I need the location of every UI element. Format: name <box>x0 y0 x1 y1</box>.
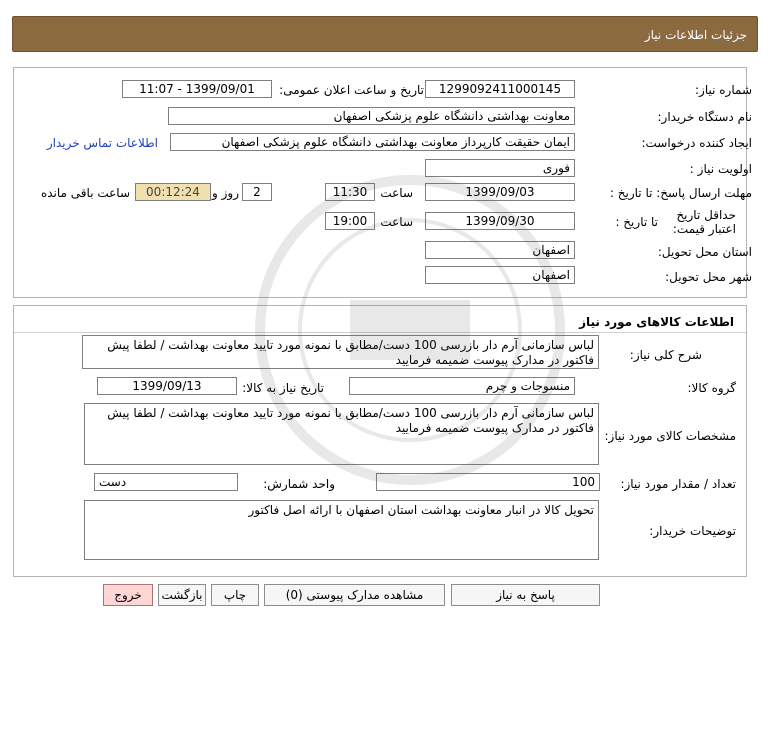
page-header <box>12 16 758 52</box>
buyer-notes-field: تحویل کالا در انبار معاونت بهداشت استان اصفهان با ارائه اصل فاکتور <box>84 500 599 560</box>
view-attachments-button[interactable]: مشاهده مدارک پیوستی (0) <box>264 584 445 606</box>
validity-time-label: ساعت <box>380 215 413 229</box>
unit-value: دست <box>99 475 127 489</box>
days-remaining-field: 2 <box>242 183 272 201</box>
need-date-label: تاریخ نیاز به کالا: <box>242 381 324 395</box>
city-field: اصفهان <box>425 266 575 284</box>
remaining-time-label: ساعت باقی مانده <box>40 186 130 200</box>
back-button[interactable]: بازگشت <box>158 584 206 606</box>
need-details-panel <box>13 67 747 298</box>
validity-date-field: 1399/09/30 <box>425 212 575 230</box>
summary-field: لباس سازمانی آرم دار بازرسی 100 دست/مطابق با نمونه مورد تایید معاونت بهداشت / لطفا پیش فاکتور در مدارک پیوست ضمیمه فرمایید <box>82 335 599 369</box>
quantity-label: تعداد / مقدار مورد نیاز: <box>620 477 736 491</box>
deadline-label: مهلت ارسال پاسخ: تا تاریخ : <box>609 186 752 200</box>
validity-until-label: تا تاریخ : <box>615 215 658 229</box>
days-label: روز و <box>212 186 239 200</box>
validity-label: حداقل تاریخ اعتبار قیمت: <box>672 208 736 236</box>
page-title: جزئیات اطلاعات نیاز <box>644 28 747 42</box>
need-number-field: 1299092411000145 <box>425 80 575 98</box>
print-button[interactable]: چاپ <box>211 584 259 606</box>
buyer-field: معاونت بهداشتی دانشگاه علوم پزشکی اصفهان <box>168 107 575 125</box>
creator-field: ایمان حقیقت کارپرداز معاونت بهداشتی دانشگاه علوم پزشکی اصفهان <box>170 133 575 151</box>
deadline-time-field: 11:30 <box>325 183 375 201</box>
unit-label: واحد شمارش: <box>263 477 335 491</box>
creator-label: ایجاد کننده درخواست: <box>641 136 752 150</box>
summary-label: شرح کلی نیاز: <box>629 348 702 362</box>
buyer-contact-link[interactable]: اطلاعات تماس خریدار <box>46 136 158 150</box>
buyer-label: نام دستگاه خریدار: <box>657 110 752 124</box>
specs-label: مشخصات کالای مورد نیاز: <box>604 429 736 443</box>
validity-time-field: 19:00 <box>325 212 375 230</box>
remaining-timer: 00:12:24 <box>135 183 211 201</box>
specs-field: لباس سازمانی آرم دار بازرسی 100 دست/مطابق با نمونه مورد تایید معاونت بهداشت / لطفا پیش فاکتور در مدارک پیوست ضمیمه فرمایید <box>84 403 599 465</box>
reply-button[interactable]: پاسخ به نیاز <box>451 584 600 606</box>
goods-title-divider <box>14 332 746 333</box>
province-field: اصفهان <box>425 241 575 259</box>
priority-field: فوری <box>425 159 575 177</box>
need-date-field: 1399/09/13 <box>97 377 237 395</box>
city-label: شهر محل تحویل: <box>665 270 752 284</box>
quantity-field: 100 <box>376 473 600 491</box>
buyer-notes-label: توضیحات خریدار: <box>649 524 736 538</box>
goods-section-title: اطلاعات کالاهای مورد نیاز <box>579 315 734 329</box>
exit-button[interactable]: خروج <box>103 584 153 606</box>
need-number-label: شماره نیاز: <box>695 83 752 97</box>
unit-field <box>94 473 238 491</box>
province-label: استان محل تحویل: <box>657 245 752 259</box>
priority-label: اولویت نیاز : <box>689 162 752 176</box>
goods-group-label: گروه کالا: <box>687 381 736 395</box>
deadline-time-label: ساعت <box>380 186 413 200</box>
announce-date-field: 1399/09/01 - 11:07 <box>122 80 272 98</box>
deadline-date-field: 1399/09/03 <box>425 183 575 201</box>
announce-date-label: تاریخ و ساعت اعلان عمومی: <box>279 83 424 97</box>
goods-group-field: منسوجات و چرم <box>349 377 575 395</box>
